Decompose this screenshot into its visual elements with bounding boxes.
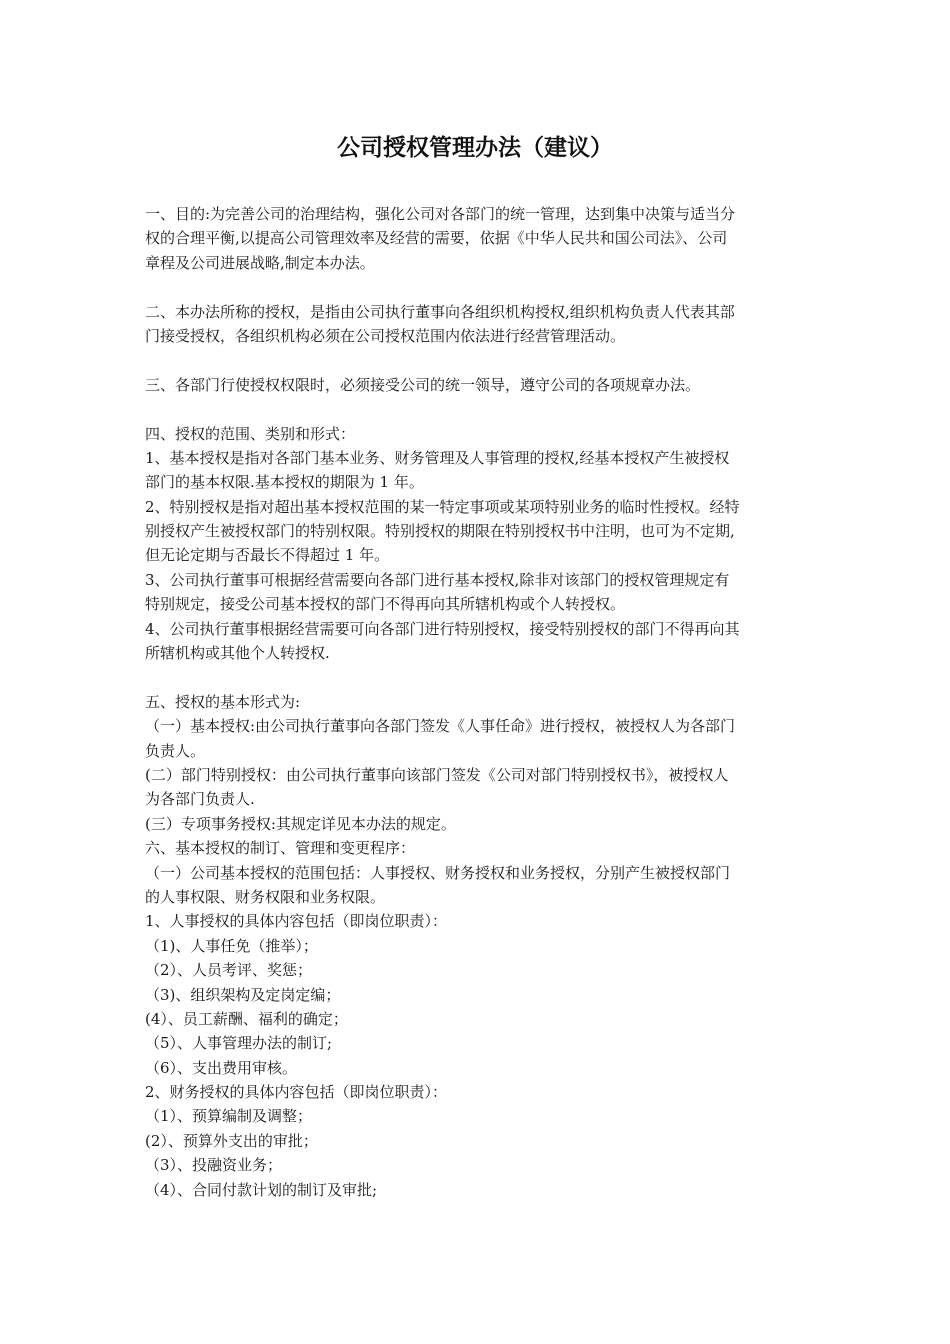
paragraph-gap: [145, 397, 807, 421]
text-line: （4）、合同付款计划的制订及审批;: [145, 1180, 378, 1199]
text-line: 但无论定期与否最长不得超过 1 年。: [145, 546, 390, 565]
text-line: 3、公司执行董事可根据经营需要向各部门进行基本授权,除非对该部门的授权管理规定有: [145, 570, 730, 589]
text-line: 所辖机构或其他个人转授权.: [145, 644, 330, 663]
text-line: 1、基本授权是指对各部门基本业务、财务管理及人事管理的授权,经基本授权产生被授权: [145, 448, 730, 467]
text-line: （3)、组织架构及定岗定编；: [145, 985, 341, 1004]
text-line: 负责人。: [145, 741, 206, 760]
paragraph-gap: [145, 665, 807, 689]
text-line: (2）、预算外支出的审批；: [145, 1131, 318, 1150]
paragraph-gap: [145, 275, 807, 299]
text-line: (三）专项事务授权:其规定详见本办法的规定。: [145, 814, 456, 833]
text-line: 2、特别授权是指对超出基本授权范围的某一特定事项或某项特别业务的临时性授权。经特: [145, 497, 740, 516]
text-line: 别授权产生被授权部门的特别权限。特别授权的期限在特别授权书中注明，也可为不定期,: [145, 522, 735, 541]
text-line: 五、授权的基本形式为:: [145, 692, 301, 711]
paragraph-gap: [145, 348, 807, 372]
text-line: 权的合理平衡,以提高公司管理效率及经营的需要，依据《中华人民共和国公司法》、公司: [145, 229, 728, 248]
text-line: (二）部门特别授权：由公司执行董事向该部门签发《公司对部门特别授权书》，被授权人: [145, 765, 729, 784]
text-line: 四、授权的范围、类别和形式：: [145, 424, 356, 443]
text-line: （一）基本授权:由公司执行董事向各部门签发《人事任命》进行授权，被授权人为各部门: [145, 717, 736, 736]
text-line: 2、财务授权的具体内容包括（即岗位职责）：: [145, 1083, 448, 1102]
text-line: （6）、支出费用审核。: [145, 1058, 298, 1077]
text-line: 的人事权限、财务权限和业务权限。: [145, 887, 386, 906]
page-title: 公司授权管理办法（建议）: [337, 135, 613, 161]
text-line: (4）、员工薪酬、福利的确定；: [145, 1009, 348, 1028]
text-line: （5）、人事管理办法的制订;: [145, 1034, 333, 1053]
text-line: 六、基本授权的制订、管理和变更程序：: [145, 839, 416, 858]
text-line: 为各部门负责人.: [145, 790, 255, 809]
text-line: （1）、预算编制及调整；: [145, 1107, 313, 1126]
text-line: （2）、人员考评、奖惩；: [145, 961, 313, 980]
text-line: （3）、投融资业务；: [145, 1156, 283, 1175]
text-line: 门接受授权，各组织机构必须在公司授权范围内依法进行经营管理活动。: [145, 326, 626, 345]
text-line: 1、人事授权的具体内容包括（即岗位职责）：: [145, 912, 448, 931]
text-line: 三、各部门行使授权权限时，必须接受公司的统一领导，遵守公司的各项规章办法。: [145, 375, 701, 394]
text-line: 特别规定，接受公司基本授权的部门不得再向其所辖机构或个人转授权。: [145, 595, 626, 614]
text-line: （1)、人事任免（推举）；: [145, 936, 318, 955]
text-line: 二、本办法所称的授权，是指由公司执行董事向各组织机构授权,组织机构负责人代表其部: [145, 302, 735, 321]
text-line: 4、公司执行董事根据经营需要可向各部门进行特别授权，接受特别授权的部门不得再向其: [145, 619, 740, 638]
text-line: 部门的基本权限.基本授权的期限为 1 年。: [145, 473, 424, 492]
text-line: 章程及公司进展战略,制定本办法。: [145, 253, 375, 272]
text-line: （一）公司基本授权的范围包括：人事授权、财务授权和业务授权，分别产生被授权部门: [145, 863, 731, 882]
text-line: 一、目的:为完善公司的治理结构，强化公司对各部门的统一管理，达到集中决策与适当分: [145, 205, 736, 223]
document-body: [145, 202, 807, 1202]
